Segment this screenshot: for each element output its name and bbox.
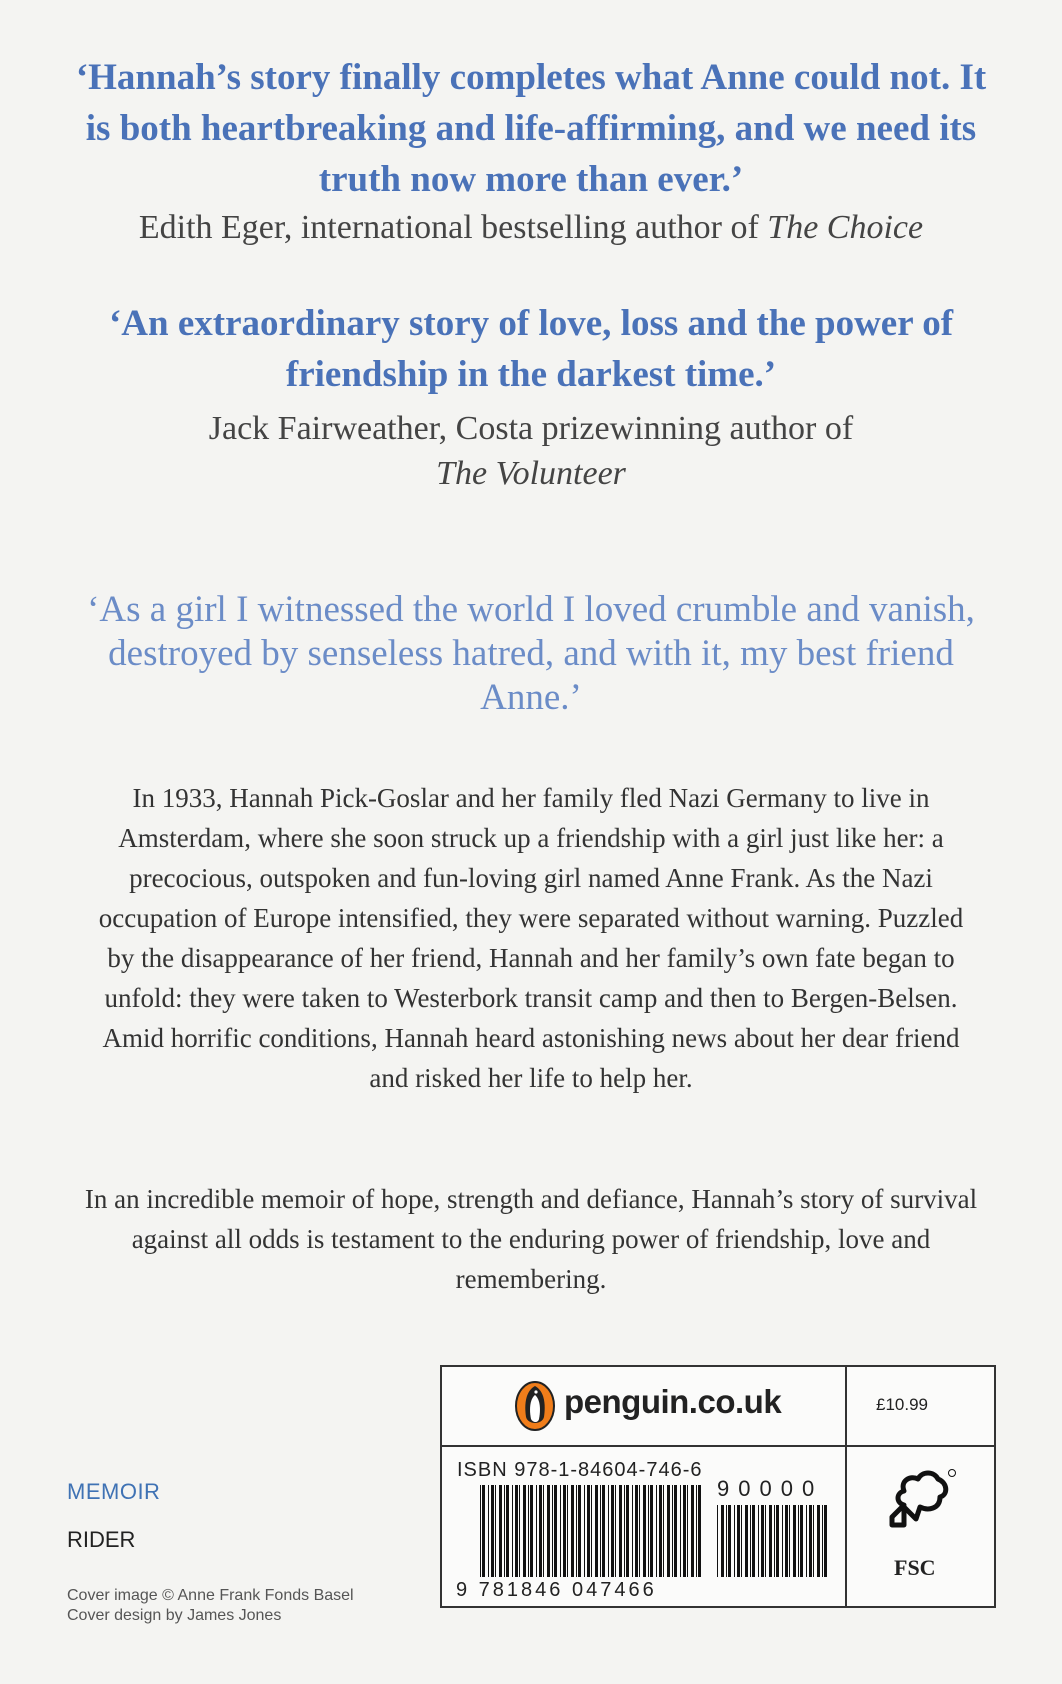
attribution-author-2: Jack Fairweather, Costa prizewinning author of <box>208 410 854 447</box>
barcode-bar <box>635 1485 638 1577</box>
isbn-label: ISBN 978-1-84604-746-6 <box>457 1459 703 1481</box>
attribution-author-1: Edith Eger, international bestselling author of <box>138 209 759 246</box>
barcode-bar <box>530 1485 533 1577</box>
barcode-bar <box>728 1505 731 1577</box>
barcode-bar <box>750 1505 751 1577</box>
barcode-bar <box>491 1485 494 1577</box>
barcode-bar <box>774 1505 775 1577</box>
barcode-bar <box>680 1485 681 1577</box>
barcode-bar <box>499 1485 502 1577</box>
barcode-bar <box>761 1505 764 1577</box>
barcode-bar <box>798 1505 799 1577</box>
barcode-bar <box>758 1505 759 1577</box>
barcode-bar <box>602 1485 605 1577</box>
barcode-bar <box>539 1485 542 1577</box>
attribution-title-1: The Choice <box>767 209 924 246</box>
addon-barcode <box>717 1505 829 1577</box>
cover-image-credit: Cover image © Anne Frank Fonds Basel <box>67 1587 354 1604</box>
barcode-bar <box>650 1485 653 1577</box>
barcode-bar <box>619 1485 622 1577</box>
barcode-panel <box>440 1365 996 1608</box>
barcode-bar <box>563 1485 566 1577</box>
barcode-bar <box>578 1485 581 1577</box>
barcode-bar <box>698 1485 701 1577</box>
ean-barcode <box>480 1485 705 1577</box>
barcode-bar <box>734 1505 735 1577</box>
barcode-bar <box>536 1485 537 1577</box>
barcode-bar <box>611 1485 614 1577</box>
barcode-bar <box>554 1485 557 1577</box>
barcode-bar <box>737 1505 740 1577</box>
barcode-bar <box>571 1485 574 1577</box>
publisher-label: RIDER <box>67 1527 136 1552</box>
barcode-bar <box>560 1485 561 1577</box>
penguin-logo-icon <box>514 1381 556 1431</box>
barcode-bar <box>717 1505 718 1577</box>
barcode-bar <box>591 1485 592 1577</box>
barcode-bar <box>552 1485 553 1577</box>
barcode-bar <box>793 1505 796 1577</box>
barcode-bar <box>543 1485 544 1577</box>
barcode-bar <box>672 1485 673 1577</box>
review-attribution-1 <box>60 205 1002 250</box>
barcode-bar <box>495 1485 496 1577</box>
barcode-bar <box>519 1485 520 1577</box>
barcode-bar <box>648 1485 649 1577</box>
barcode-bar <box>674 1485 677 1577</box>
blurb-paragraph-1: In 1933, Hannah Pick-Goslar and her family fled Nazi Germany to live in Amsterdam, where she soon struck up a friendship with a girl just like her: a precocious, outspoken and fun-loving girl named Anne Frank. As the Nazi occupation of Europe intensified, they were separated without warning. Puzzled by the disappearance of her friend, Hannah and her family’s own fate began to unfold: they were taken to Westerbork transit camp and then to Bergen-Belsen. Amid horrific conditions, Hannah heard astonishing news about her dear friend and risked her life to help her. <box>98 783 964 1093</box>
barcode-bar <box>584 1485 585 1577</box>
fsc-label: FSC <box>894 1555 936 1580</box>
barcode-bar <box>785 1505 788 1577</box>
barcode-bar <box>615 1485 616 1577</box>
barcode-bar <box>782 1505 783 1577</box>
fsc-tree-icon <box>882 1467 962 1547</box>
barcode-bar <box>600 1485 601 1577</box>
barcode-bar <box>696 1485 697 1577</box>
barcode-bar <box>626 1485 629 1577</box>
cover-design-credit: Cover design by James Jones <box>67 1607 282 1624</box>
barcode-bar <box>800 1505 803 1577</box>
barcode-bar <box>488 1485 489 1577</box>
barcode-bar <box>567 1485 568 1577</box>
barcode-bar <box>512 1485 513 1577</box>
barcode-bar <box>587 1485 590 1577</box>
barcode-bar <box>667 1485 670 1577</box>
barcode-bar <box>515 1485 518 1577</box>
cover-credits <box>67 1586 354 1626</box>
barcode-bar <box>776 1505 779 1577</box>
barcode-bar <box>632 1485 633 1577</box>
barcode-bar <box>809 1505 812 1577</box>
barcode-bar <box>745 1505 748 1577</box>
barcode-bar <box>506 1485 509 1577</box>
barcode-bar <box>813 1505 814 1577</box>
barcode-bar <box>752 1505 755 1577</box>
barcode-bar <box>576 1485 577 1577</box>
barcode-bar <box>822 1505 823 1577</box>
barcode-bar <box>643 1485 646 1577</box>
ean-digits: 9 781846 047466 <box>456 1579 657 1601</box>
barcode-bar <box>595 1485 598 1577</box>
barcode-bar <box>806 1505 807 1577</box>
barcode-bar <box>624 1485 625 1577</box>
barcode-bar <box>528 1485 529 1577</box>
barcode-bar <box>523 1485 526 1577</box>
publisher-website: penguin.co.uk <box>564 1383 782 1420</box>
genre-label: MEMOIR <box>67 1479 161 1504</box>
barcode-bar <box>726 1505 727 1577</box>
barcode-bar <box>639 1485 640 1577</box>
barcode-bar <box>504 1485 505 1577</box>
barcode-bar <box>741 1505 742 1577</box>
barcode-bar <box>769 1505 772 1577</box>
barcode-bar <box>659 1485 662 1577</box>
barcode-bar <box>817 1505 820 1577</box>
barcode-bar <box>663 1485 664 1577</box>
barcode-bar <box>789 1505 790 1577</box>
barcode-bar <box>683 1485 686 1577</box>
barcode-bar <box>656 1485 657 1577</box>
barcode-bar <box>721 1505 724 1577</box>
barcode-bar <box>482 1485 485 1577</box>
review-quote-1: ‘Hannah’s story finally completes what Anne could not. It is both heartbreaking and life-affirming, and we need its truth now more than ever.’ <box>75 57 987 200</box>
hannah-quote: ‘As a girl I witnessed the world I loved crumble and vanish, destroyed by senseless hatred, and with it, my best friend Anne.’ <box>87 589 975 718</box>
barcode-panel-divider <box>845 1367 847 1606</box>
barcode-bar <box>547 1485 550 1577</box>
attribution-title-2: The Volunteer <box>436 455 626 492</box>
barcode-bar <box>824 1505 827 1577</box>
price-label: £10.99 <box>876 1395 928 1414</box>
barcode-bar <box>691 1485 694 1577</box>
blurb-paragraph-2: In an incredible memoir of hope, strength and defiance, Hannah’s story of survival against all odds is testament to the enduring power of friendship, love and remembering. <box>84 1184 978 1294</box>
review-quote-2: ‘An extraordinary story of love, loss and the power of friendship in the darkest time.’ <box>108 303 954 395</box>
barcode-bar <box>687 1485 688 1577</box>
barcode-bar <box>480 1485 481 1577</box>
barcode-bar <box>765 1505 766 1577</box>
barcode-bar <box>608 1485 609 1577</box>
review-attribution-2 <box>60 406 1002 496</box>
addon-number: 90000 <box>717 1476 824 1501</box>
